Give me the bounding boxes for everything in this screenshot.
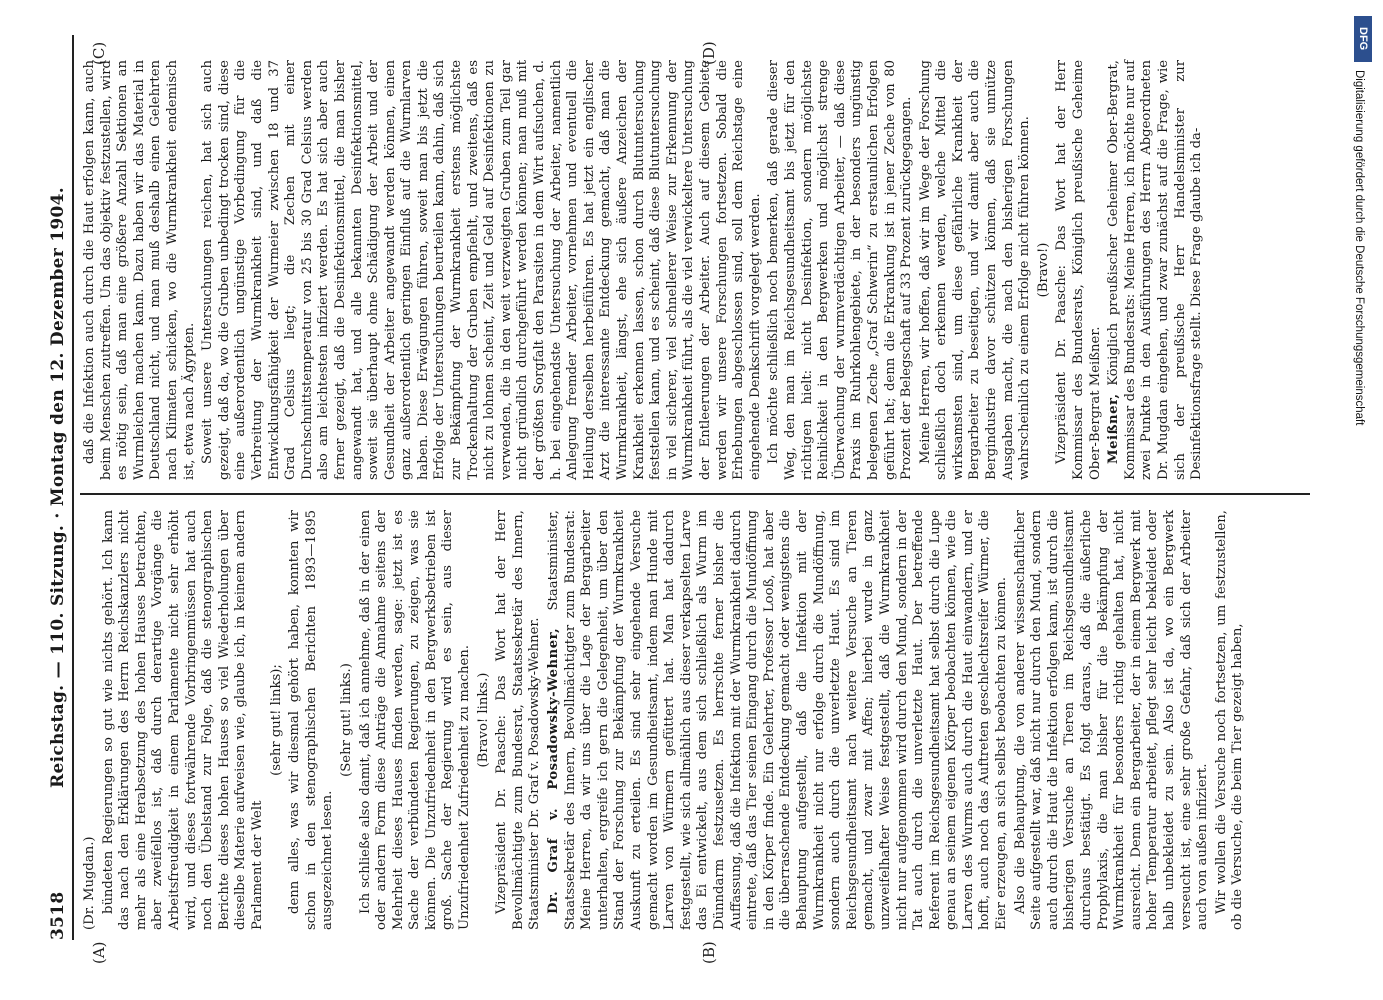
paragraph-text: Wir wollen die Versuche noch fortsetzen, um festzustellen, ob die Versuche, die beim Tier gezeigt haben, [1213, 510, 1246, 930]
paragraph-text: denn alles, was wir diesmal gehört haben, konnten wir schon in den stenographischen Berichten 1893—1895 ausgezeichnet lesen. [287, 510, 336, 930]
paragraph [358, 510, 474, 930]
paragraph [494, 510, 544, 930]
margin-marker-c: (C) [90, 41, 108, 65]
paragraph-text: bündeten Regierungen so gut wie nichts gehört. Ich kann das nach den Erklärungen des Herrn Reichskanzlers nicht mehr als eine Herabsetzung des hohen Hauses betrachten, aber zweifellos ist, daß durch derartige Vorgänge die Arbeitsfreudigkeit in einem Parlamente nicht sehr erhöht wird, und dieses fortwährende Vorbringenmüssen hat auch noch den Übelstand zur Folge, daß die stenographischen Berichte dieses hohen Hauses so viel Wiederholungen über dieselbe Materie aufweisen wie, glaube ich, in keinem andern Parlament der Welt [100, 510, 265, 930]
paragraph-text: (Dr. Mugdan.) [82, 836, 97, 930]
margin-marker-a: (A) [90, 941, 108, 964]
paragraph [1054, 60, 1104, 480]
speaker-name: Dr. Graf v. Posadowsky-Wehner, [546, 627, 562, 914]
paragraph-text: (Sehr gut! links.) [338, 663, 354, 777]
paragraph-text: Vizepräsident Dr. Paasche: Das Wort hat der Herr Bevollmächtigte zum Bundesrat, Staatssekretär des Innern, Staatsminister Dr. Graf v. Posadowsky-Wehner. [494, 510, 543, 930]
digitization-credit [1353, 10, 1375, 990]
paragraph [546, 510, 1011, 930]
paragraph-text: Meine Herren, wir hoffen, daß wir im Wege der Forschung schließlich doch erkennen werden, welche Mittel die wirksamsten sind, um diese gefährliche Krankheit der Bergarbeiter zu beseitigen, und wir damit aber auch die Bergindustrie davor schützen können, daß sie unnütze Ausgaben macht, die nach den bisherigen Forschungen wahrscheinlich zu einem Erfolge nicht führen können. [917, 60, 1033, 480]
paragraph [269, 510, 286, 930]
paragraph [82, 60, 198, 480]
paragraph [82, 510, 99, 930]
speaker-name: Meißner, [1106, 393, 1122, 464]
paragraph [1106, 60, 1206, 480]
paragraph [200, 60, 764, 480]
paragraph-text: Ich möchte schließlich noch bemerken, daß gerade dieser Weg, den man im Reichsgesundheitsamt bis jetzt für den richtigen hielt: nicht Desinfektion, sondern möglichste Reinlichkeit in den Bergwerken und möglichst strenge Überwachung der wurmverdächtigen Arbeiter, — daß diese Praxis im Ruhrkohlengebiete, in der besonders ungünstig belegenen Zeche „Graf Schwerin“ zu erstaunlichen Erfolgen geführt hat; denn die Erkrankung ist in jener Zeche von 80 Prozent der Belegschaft auf 33 Prozent zurückgegangen. [766, 60, 915, 480]
paragraph [1214, 510, 1247, 930]
margin-marker-b: (B) [700, 941, 718, 964]
paragraph-text: Königlich preußischer Geheimer Ober-Bergrat, Kommissar des Bundesrats: Meine Herren, ich möchte nur auf zwei Punkte in den Ausführungen des Herrn Abgeordneten Dr. Mugdan eingehen, und zwar zunächst auf die Frage, wie sich der preußische Herr Handelsminister zur Desinfektionsfrage stellt. Diese Frage glaube ich da- [1106, 60, 1205, 480]
page-header [48, 35, 70, 940]
paragraph [339, 510, 356, 930]
paragraph [287, 510, 337, 930]
header-rule [72, 35, 74, 940]
paragraph-text: daß die Infektion auch durch die Haut erfolgen kann, auch beim Menschen zutreffen. Um das objektiv festzustellen, wird es nötig sein, daß man eine größere Anzahl Sektionen an Wurmleichen machen kann. Dazu haben wir das Material in Deutschland nicht, und man muß deshalb einen Gelehrten nach Klimaten schicken, wo die Wurmkrankheit endemisch ist, etwa nach Ägypten. [82, 60, 197, 480]
paragraph-text: Ich schließe also damit, daß ich annehme, daß in der einen oder andern Form diese Anträge die Annahme seitens der Mehrheit dieses Hauses finden werden, sage: jetzt ist es Sache der verbündeten Regierungen, zu zeigen, was sie können. Die Unzufriedenheit in den Bergwerksbetrieben ist groß. Sache der Regierung wird es sein, aus dieser Unzufriedenheit Zufriedenheit zu machen. [357, 510, 473, 930]
dfg-logo: DFG [1354, 16, 1372, 62]
margin-marker-d: (D) [700, 41, 718, 65]
paragraph-text: Also die Behauptung, die von anderer wissenschaftlicher Seite aufgestellt war, daß nicht nur durch den Mund, sondern auch durch die Haut die Infektion erfolgen kann, ist durch die bisherigen Versuche an Tieren im Reichsgesundheitsamt durchaus bestätigt. Es folgt daraus, daß die äußerliche Prophylaxis, die man bisher für die Bekämpfung der Wurmkrankheit für besonders richtig gehalten hat, nicht ausreicht. Denn ein Bergarbeiter, der in einem Bergwerk mit hoher Temperatur arbeitet, pflegt sehr leicht bekleidet oder halb unbekleidet zu sein. Also ist da, wo ein Bergwerk verseucht ist, eine sehr große Gefahr, daß sich der Arbeiter auch von außen infiziert. [1012, 510, 1211, 930]
paragraph [1036, 60, 1053, 480]
credit-text: Digitalisierung gefördert durch die Deutsche Forschungsgemeinschaft [1353, 70, 1365, 426]
paragraph-text: (Bravo!) [1035, 242, 1051, 298]
paragraph [766, 60, 915, 480]
paragraph-text: Vizepräsident Dr. Paasche: Das Wort hat der Herr Kommissar des Bundesrats, Königlich preußische Geheime Ober-Bergrat Meißner. [1054, 60, 1103, 480]
paragraph [101, 510, 267, 930]
page-number: 3518 [48, 891, 68, 940]
paragraph-text: Soweit unsere Untersuchungen reichen, hat sich auch gezeigt, daß da, wo die Gruben unbedingt trocken sind, diese eine außerordentlich ungünstige Vorbedingung für die Verbreitung der Wurmkrankheit sind, und daß die Entwicklungsfähigkeit der Wurmeier zwischen 18 und 37 Grad Celsius liegt; die Zechen mit einer Durchschnittstemperatur von 25 bis 30 Grad Celsius werden also am leichtesten infiziert werden. Es hat sich aber auch ferner gezeigt, daß die Desinfektionsmittel, die man bisher angewandt hat, und alle bekannten Desinfektionsmittel, soweit sie überhaupt ohne Schädigung der Arbeit und der Gesundheit der Arbeiter angewandt werden können, einen ganz außerordentlich geringen Einfluß auf die Wurmlarven haben. Diese Erwägungen führen, soweit man bis jetzt die Erfolge der Untersuchungen beurteilen kann, dahin, daß sich zur Bekämpfung der Wurmkrankheit erstens möglichste Trockenhaltung der Gruben empfiehlt, und zweitens, daß es nicht zu lohnen scheint, Zeit und Geld auf Desinfektionen zu verwenden, die in den weit verzweigten Gruben zum Teil gar nicht gründlich durchgeführt werden können; man muß mit der größten Sorgfalt den Parasiten in dem Wirt aufsuchen, d. h. bei eingehendste Untersuchung der Arbeiter, namentlich Anlegung fremder Arbeiter, vornehmen und eventuell die Heilung derselben herbeiführen. Es hat jetzt ein englischer Arzt die interessante Entdeckung gemacht, daß man die Wurmkrankheit, längst, ehe sich äußere Anzeichen der Krankheit erkennen lassen, schon durch Blutuntersuchung feststellen kann, und es scheint, daß diese Blutuntersuchung in viel sicherer, viel schnellerer Weise zur Erkennung der Wurmkrankheit führt, als die viel verwickeltere Untersuchung der Entleerungen der Arbeiter. Auch auf diesem Gebiete werden wir unsere Forschungen fortsetzen. Sobald die Erhebungen abgeschlossen sind, soll dem Reichstage eine eingehende Denkschrift vorgelegt werden. [200, 60, 763, 480]
column-divider [80, 493, 1310, 495]
paragraph [1013, 510, 1212, 930]
paragraph [918, 60, 1034, 480]
paragraph-text: (sehr gut! links); [268, 664, 284, 776]
page-title: Reichstag. — 110. Sitzung. · Montag den 12. Dezember 1904. [48, 187, 68, 788]
text-column-right [82, 60, 1208, 480]
paragraph [476, 510, 493, 930]
paragraph-text: (Bravo! links.) [475, 672, 491, 768]
paragraph-text: Staatsminister, Staatssekretär des Innern, Bevollmächtigter zum Bundesrat: Meine Herren, da wir uns über die Lage der Bergarbeiter unterhalten, ergreife ich gern die Gelegenheit, um über den Stand der Forschung zur Bekämpfung der Wurmkrankheit Auskunft zu erteilen. Es sind sehr eingehende Versuche gemacht worden im Gesundheitsamt, indem man Hunde mit Larven von Würmern gefüttert hat. Man hat dadurch festgestellt, wie sich allmählich aus dieser verkapselten Larve das Ei entwickelt, aus dem sich schließlich als Wurm im Dünndarm festzusetzen. Es herrschte ferner bisher die Auffassung, daß die Infektion mit der Wurmkrankheit dadurch eintrete, daß das Tier seinen Eingang durch die Mundöffnung in den Körper finde. Ein Gelehrter, Professor Looß, hat aber die überraschende Entdeckung gemacht oder wenigstens die Behauptung aufgestellt, daß die Infektion mit der Wurmkrankheit nicht nur erfolge durch die Mundöffnung, sondern auch durch die unverletzte Haut. Es sind im Reichsgesundheitsamt nach weitere Versuche an Tieren gemacht, und zwar mit Affen; hierbei wurde in ganz unzweifelhafter Weise festgestellt, daß die Wurmkrankheit nicht nur aufgenommen wird durch den Mund, sondern in der Tat auch durch die unverletzte Haut. Der betreffende Referent im Reichsgesundheitsamt hat selbst durch die Lupe genau an seinem eigenen Körper beobachten können, wie die Larven des Wurms auch durch die Haut einwandern, und er hofft, auch noch das Auftreten geschlechtsreifer Würmer, die Eier erzeugen, an sich selbst beobachten zu können. [546, 510, 1010, 930]
text-column-left [82, 510, 1249, 930]
